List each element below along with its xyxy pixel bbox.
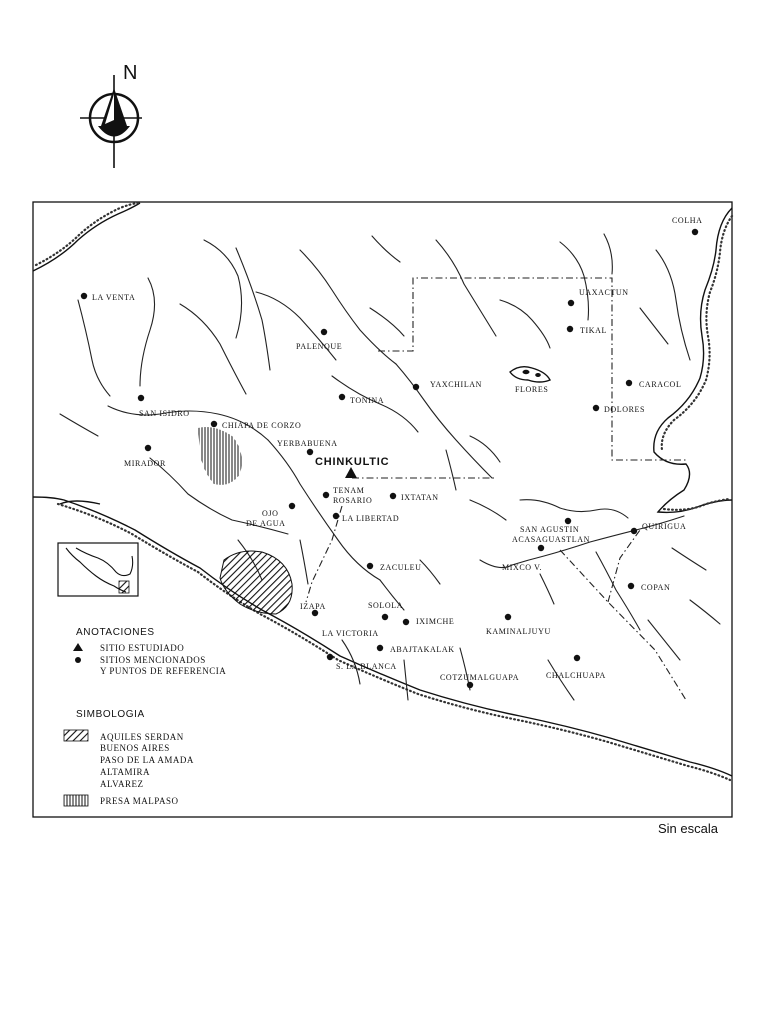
svg-text:OJO: OJO (262, 509, 279, 518)
vertical-hatch-legend-icon (64, 795, 88, 806)
svg-text:TENAM: TENAM (333, 486, 365, 495)
svg-text:CARACOL: CARACOL (639, 380, 682, 389)
diagonal-hatch-legend-icon (64, 730, 88, 741)
svg-text:COPAN: COPAN (641, 583, 671, 592)
svg-text:QUIRIGUA: QUIRIGUA (642, 522, 687, 531)
svg-text:DOLORES: DOLORES (604, 405, 646, 414)
svg-text:ABAJTAKALAK: ABAJTAKALAK (390, 645, 455, 654)
svg-text:YERBABUENA: YERBABUENA (277, 439, 338, 448)
main-site-label: CHINKULTIC (315, 456, 390, 468)
legend-hatched-site: BUENOS AIRES (100, 743, 170, 753)
svg-text:KAMINALJUYU: KAMINALJUYU (486, 627, 551, 636)
legend-mentioned-label: SITIOS MENCIONADOS (100, 655, 206, 665)
svg-text:SAN AGUSTIN: SAN AGUSTIN (520, 525, 580, 534)
svg-text:LA LIBERTAD: LA LIBERTAD (342, 514, 400, 523)
legend-anotaciones-heading: ANOTACIONES (76, 627, 155, 638)
inset-location-map (58, 543, 138, 596)
svg-text:MIXCO V.: MIXCO V. (502, 563, 543, 572)
legend-presa-label: PRESA MALPASO (100, 796, 179, 806)
legend-hatched-site: ALTAMIRA (100, 767, 150, 777)
svg-text:IXTATAN: IXTATAN (401, 493, 439, 502)
svg-text:S. LA BLANCA: S. LA BLANCA (336, 662, 397, 671)
svg-text:COLHA: COLHA (672, 216, 703, 225)
scale-note: Sin escala (658, 821, 718, 836)
svg-text:YAXCHILAN: YAXCHILAN (430, 380, 483, 389)
svg-text:ROSARIO: ROSARIO (333, 496, 373, 505)
mentioned-site-legend-icon (75, 657, 81, 663)
legend-studied-label: SITIO ESTUDIADO (100, 643, 185, 653)
svg-text:IZAPA: IZAPA (300, 602, 326, 611)
svg-text:MIRADOR: MIRADOR (124, 459, 166, 468)
svg-text:COTZUMALGUAPA: COTZUMALGUAPA (440, 673, 520, 682)
svg-text:TONINA: TONINA (350, 396, 385, 405)
site-marker (515, 385, 548, 394)
legend-reference-label: Y PUNTOS DE REFERENCIA (100, 666, 227, 676)
north-label: N (123, 62, 138, 84)
svg-text:FLORES: FLORES (515, 385, 549, 394)
site-marker (322, 629, 379, 638)
north-arrow-icon (80, 75, 142, 168)
svg-text:PALENQUE: PALENQUE (296, 342, 343, 351)
site-marker (333, 513, 399, 523)
svg-text:TIKAL: TIKAL (580, 326, 607, 335)
svg-text:SOLOLA: SOLOLA (368, 601, 404, 610)
svg-text:IXIMCHE: IXIMCHE (416, 617, 455, 626)
legend-simbologia-heading: SIMBOLOGIA (76, 709, 145, 720)
svg-text:UAXACTUN: UAXACTUN (579, 288, 629, 297)
svg-text:SAN ISIDRO: SAN ISIDRO (139, 409, 190, 418)
svg-text:DE AGUA: DE AGUA (246, 519, 286, 528)
svg-text:CHALCHUAPA: CHALCHUAPA (546, 671, 606, 680)
svg-text:LA VENTA: LA VENTA (92, 293, 136, 302)
legend-hatched-site: ALVAREZ (100, 779, 144, 789)
legend-hatched-site: AQUILES SERDAN (100, 732, 184, 742)
svg-text:CHIAPA DE CORZO: CHIAPA DE CORZO (222, 421, 302, 430)
svg-text:LA VICTORIA: LA VICTORIA (322, 629, 379, 638)
site-marker (211, 421, 302, 430)
svg-text:ZACULEU: ZACULEU (380, 563, 422, 572)
svg-text:ACASAGUASTLAN: ACASAGUASTLAN (512, 535, 591, 544)
legend-hatched-site: PASO DE LA AMADA (100, 755, 194, 765)
